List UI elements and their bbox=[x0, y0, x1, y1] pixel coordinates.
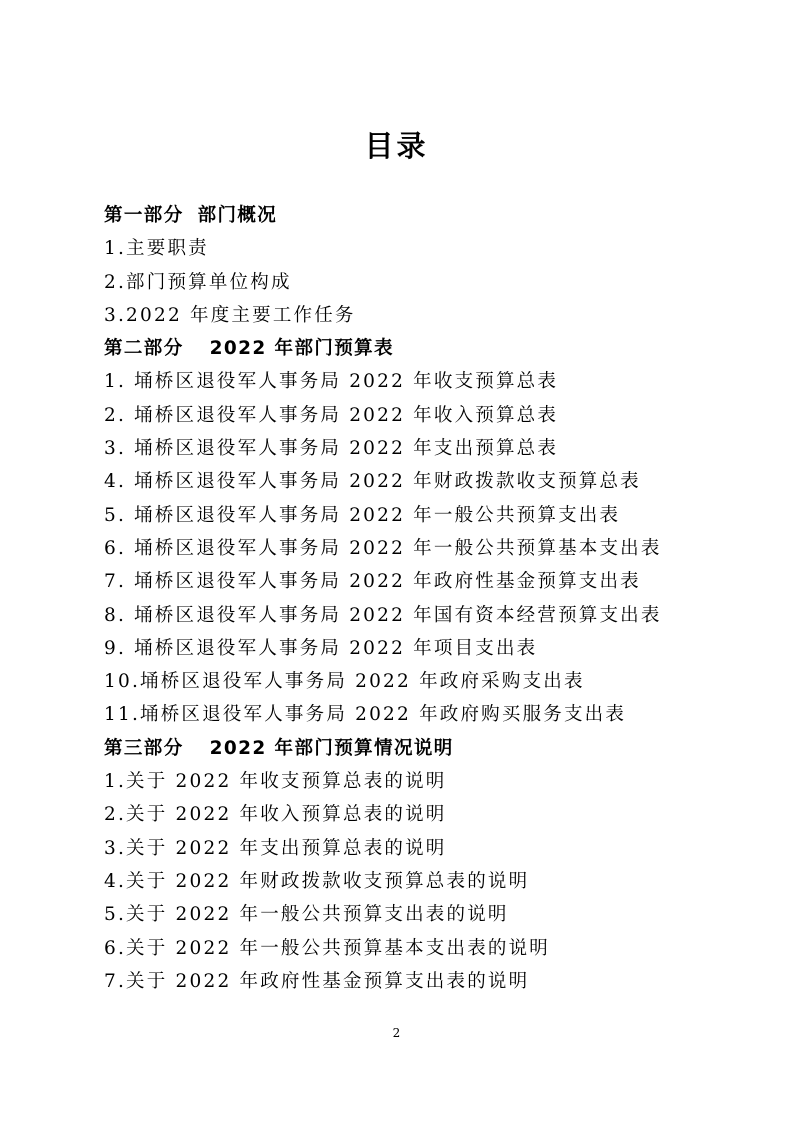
page-number: 2 bbox=[392, 1026, 401, 1040]
table-of-contents bbox=[104, 199, 764, 998]
toc-part-label: 第三部分 bbox=[104, 737, 184, 759]
toc-item: 4.关于 2022 年财政拨款收支预算总表的说明 bbox=[104, 870, 530, 892]
toc-item: 1.关于 2022 年收支预算总表的说明 bbox=[104, 771, 447, 793]
toc-item: 1.主要职责 bbox=[104, 238, 209, 260]
toc-item: 10.埇桥区退役军人事务局 2022 年政府采购支出表 bbox=[104, 671, 585, 693]
toc-item: 3.2022 年度主要工作任务 bbox=[104, 304, 356, 326]
toc-part-label: 第二部分 bbox=[104, 338, 184, 360]
toc-item: 2.部门预算单位构成 bbox=[104, 271, 292, 293]
toc-part-heading-1 bbox=[104, 199, 764, 232]
page-title: 目录 bbox=[364, 129, 429, 163]
toc-item: 5. 埇桥区退役军人事务局 2022 年一般公共预算支出表 bbox=[104, 504, 621, 526]
toc-item: 8. 埇桥区退役军人事务局 2022 年国有资本经营预算支出表 bbox=[104, 604, 662, 626]
toc-item: 1. 埇桥区退役军人事务局 2022 年收支预算总表 bbox=[104, 371, 559, 393]
toc-item: 3. 埇桥区退役军人事务局 2022 年支出预算总表 bbox=[104, 438, 559, 460]
toc-part-label: 第一部分 bbox=[104, 205, 184, 226]
toc-item: 4. 埇桥区退役军人事务局 2022 年财政拨款收支预算总表 bbox=[104, 471, 641, 493]
toc-item: 7. 埇桥区退役军人事务局 2022 年政府性基金预算支出表 bbox=[104, 571, 641, 593]
toc-item: 2.关于 2022 年收入预算总表的说明 bbox=[104, 804, 447, 826]
toc-item: 3.关于 2022 年支出预算总表的说明 bbox=[104, 837, 447, 859]
toc-part-name: 2022 年部门预算情况说明 bbox=[209, 737, 454, 759]
toc-part-name: 2022 年部门预算表 bbox=[209, 338, 394, 360]
toc-part-name: 部门概况 bbox=[197, 205, 278, 226]
toc-item: 7.关于 2022 年政府性基金预算支出表的说明 bbox=[104, 970, 530, 992]
toc-item: 9. 埇桥区退役军人事务局 2022 年项目支出表 bbox=[104, 637, 538, 659]
toc-item: 5.关于 2022 年一般公共预算支出表的说明 bbox=[104, 904, 509, 926]
toc-item: 6.关于 2022 年一般公共预算基本支出表的说明 bbox=[104, 937, 550, 959]
toc-part-heading-2 bbox=[104, 332, 764, 365]
toc-item: 2. 埇桥区退役军人事务局 2022 年收入预算总表 bbox=[104, 404, 559, 426]
toc-item: 11.埇桥区退役军人事务局 2022 年政府购买服务支出表 bbox=[104, 704, 627, 726]
toc-part-heading-3 bbox=[104, 732, 764, 765]
toc-item: 6. 埇桥区退役军人事务局 2022 年一般公共预算基本支出表 bbox=[104, 537, 662, 559]
